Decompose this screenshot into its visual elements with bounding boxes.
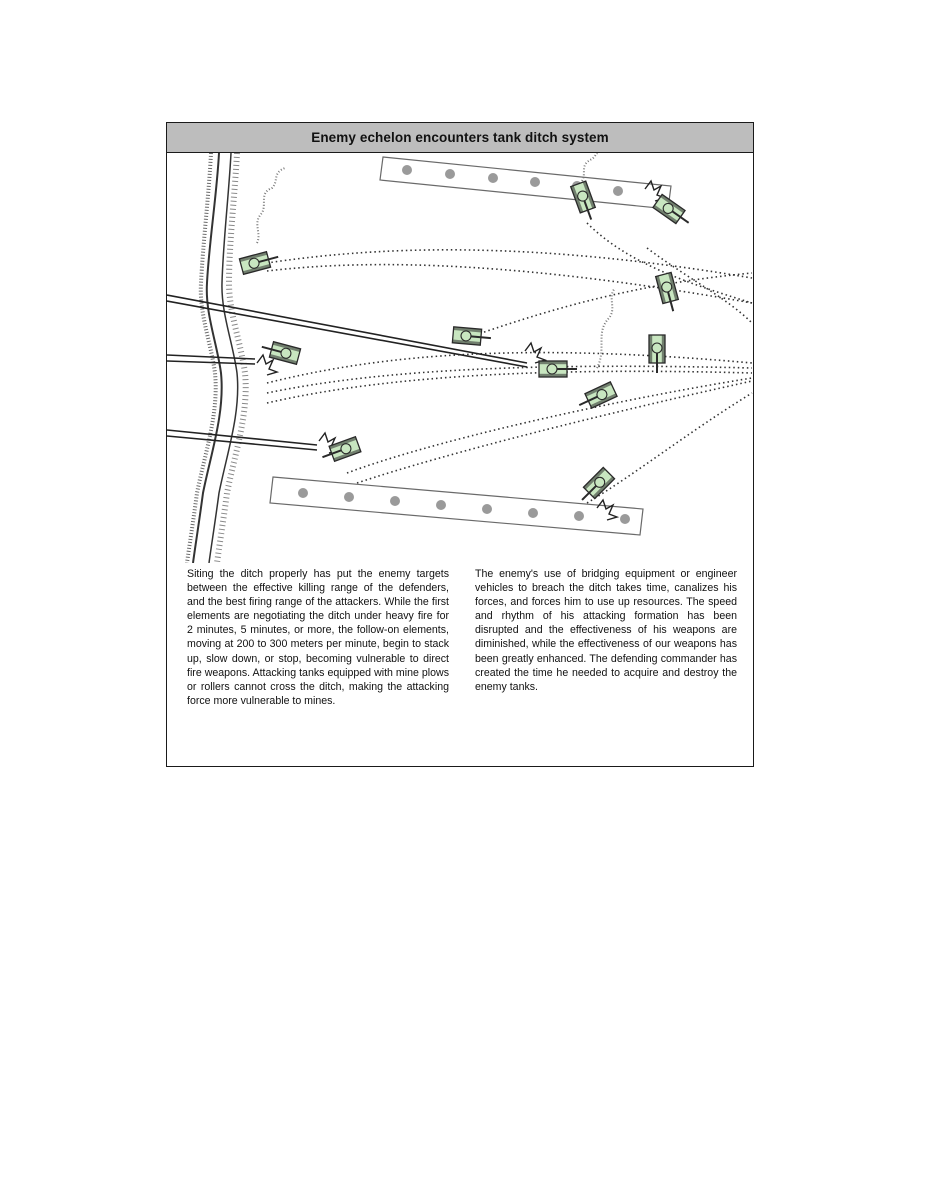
barrier-post <box>402 165 412 175</box>
tank-icon <box>576 382 617 413</box>
tank-icon <box>320 437 361 465</box>
tank-icon <box>260 339 301 364</box>
track-path <box>267 265 752 303</box>
track-path <box>267 366 752 393</box>
barrier-post <box>344 492 354 502</box>
barrier-post <box>482 504 492 514</box>
track-path <box>587 393 752 503</box>
barrier-post <box>574 511 584 521</box>
track-path <box>357 381 752 483</box>
tanks <box>239 181 693 511</box>
figure-frame <box>166 122 754 767</box>
barrier-post <box>530 177 540 187</box>
barrier-post <box>620 514 630 524</box>
fire-line <box>167 361 255 364</box>
barrier-post <box>436 500 446 510</box>
tank-icon <box>239 249 280 274</box>
smoke-plume <box>597 288 615 368</box>
caption-right: The enemy's use of bridging equipment or engineer vehicles to breach the ditch takes time, canalizes his forces, and forces him to use up resources. The speed and rhythm of his attacking formation has been disrupted and the effectiveness of his weapons are diminished, while the effectiveness of our weapons has been greatly enhanced. The defending commander has created the time he needed to acquire and destroy the enemy tanks. <box>475 568 737 693</box>
tank-icon <box>653 194 693 229</box>
track-path <box>347 378 752 473</box>
tank-icon <box>576 467 614 505</box>
tank-icon <box>649 335 665 373</box>
tank-icon <box>539 361 577 377</box>
figure-title: Enemy echelon encounters tank ditch system <box>311 130 609 145</box>
barrier-post <box>613 186 623 196</box>
track-path <box>467 273 752 338</box>
barrier-post <box>528 508 538 518</box>
tank-ditch-diagram <box>167 153 753 563</box>
smoke-plume <box>257 168 285 243</box>
barrier-post <box>445 169 455 179</box>
track-path <box>267 250 752 278</box>
barrier-post <box>488 173 498 183</box>
caption-left: Siting the ditch properly has put the enemy targets between the effective killing range of the defenders, and the best firing range of the attackers. While the first elements are negotiating the ditch under heavy fire for 2 minutes, 5 minutes, or more, the follow-on elements, moving at 200 to 300 meters per minute, begin to stack up, slow down, or stop, becoming vulnerable to direct fire weapons. Attacking tanks equipped with mine plows or rollers cannot cross the ditch, making the attacking force more vulnerable to mines. <box>187 568 449 707</box>
upper-barrier <box>380 157 671 209</box>
barrier-post <box>298 488 308 498</box>
figure-header <box>167 123 753 153</box>
tank-icon <box>656 272 681 313</box>
tank-icon <box>452 327 491 346</box>
